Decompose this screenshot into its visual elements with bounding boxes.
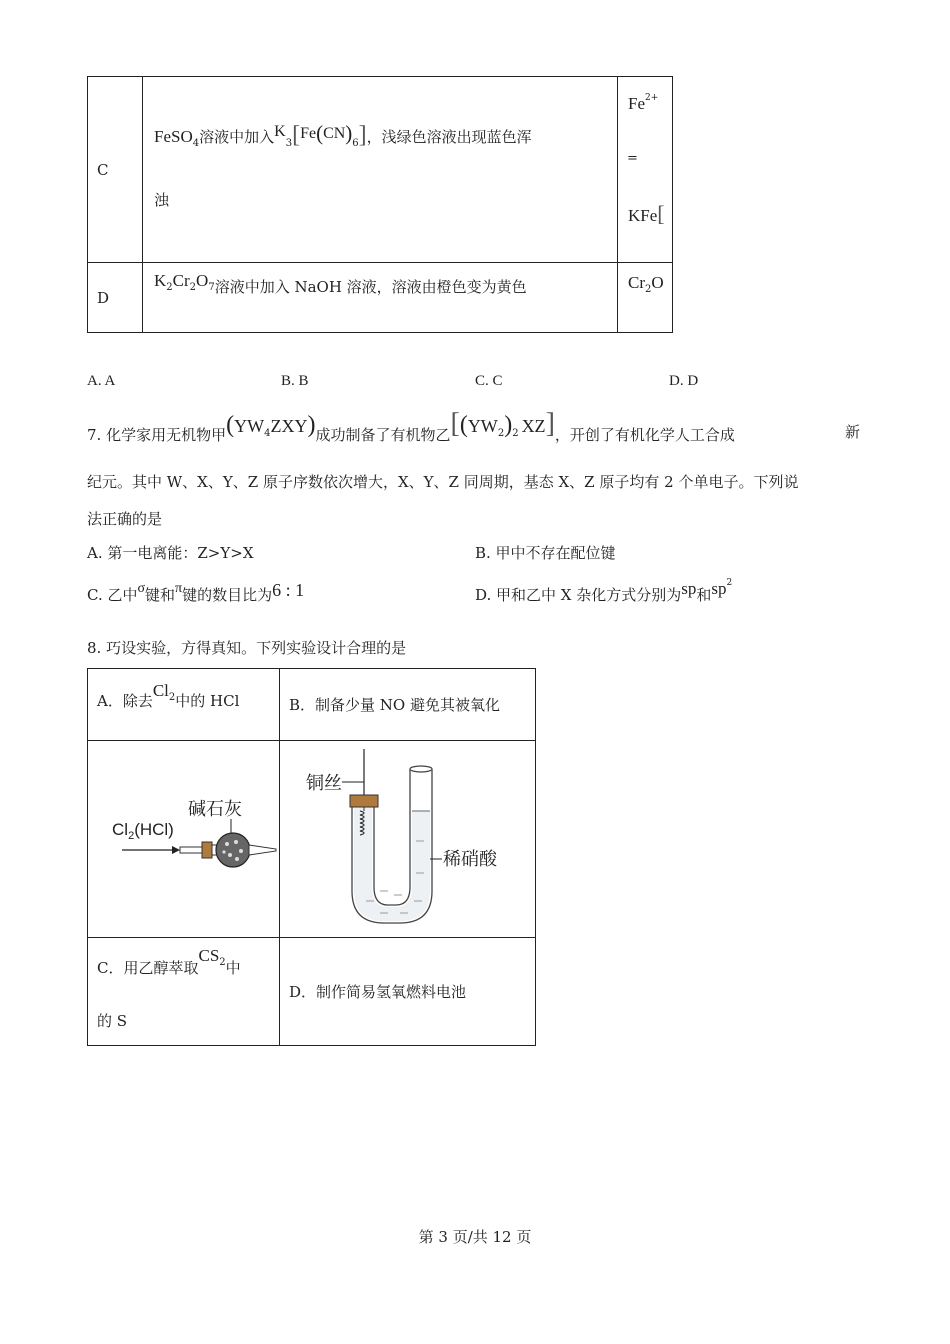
reaction-table xyxy=(87,76,673,333)
q8-stem: 8. 巧设实验，方得真知。下列实验设计合理的是 xyxy=(87,639,407,657)
q7-stem-line1: 7. 化学家用无机物甲$(YW_4ZXY)$成功制备了有机物乙[$(YW_2)_2$ XZ]，开创了有机化学人工合成 xyxy=(87,408,735,444)
row-c-equation: $Fe^{2+}$ = KFe[ xyxy=(618,77,673,263)
q7-stem-line2: 纪元。其中 W、X、Y、Z 原子序数依次增大，X、Y、Z 同周期，基态 X、Z 原子均有 2 个单电子。下列说 xyxy=(87,473,799,491)
cell-c-caption: C．用乙醇萃取$CS_2$中 的 S xyxy=(88,938,280,1046)
u-tube-stopper xyxy=(350,795,378,807)
page-footer: 第 3 页/共 12 页 xyxy=(418,1228,532,1246)
q6-option-c: C. C xyxy=(475,373,503,389)
cell-d-caption: D．制作简易氢氧燃料电池 xyxy=(280,938,536,1046)
q7-option-a: A. 第一电离能：Z>Y>X xyxy=(87,544,254,562)
q6-option-b: B. B xyxy=(281,373,309,389)
row-c-label: C xyxy=(88,77,143,263)
u-tube-diagram xyxy=(280,741,526,938)
q7-stem-line3: 法正确的是 xyxy=(87,510,163,528)
row-c-line2: 浊 xyxy=(154,191,170,209)
figure-a xyxy=(88,741,280,938)
row-d-description: $K_2Cr_2O_7$溶液中加入 NaOH 溶液，溶液由橙色变为黄色 xyxy=(143,263,618,333)
q6-option-d: D. D xyxy=(669,373,699,389)
figure-b xyxy=(280,741,536,938)
gas-label: $Cl_2(HCl)$ xyxy=(112,820,174,842)
drying-tube-diagram xyxy=(88,741,279,938)
q7-option-d: D. 甲和乙中 X 杂化方式分别为sp和$sp^2$ xyxy=(475,578,733,604)
cell-a-caption: A．除去$Cl_2$中的 HCl xyxy=(88,669,280,741)
row-c-description xyxy=(143,77,618,263)
rubber-stopper xyxy=(202,842,212,858)
dilute-nitric-acid xyxy=(354,807,430,921)
copper-wire-label: 铜丝 xyxy=(306,773,342,794)
row-d-equation: $Cr_2O$ xyxy=(618,263,673,333)
q7-option-c: C. 乙中σ键和π键的数目比为6 : 1 xyxy=(87,580,305,604)
nitric-acid-label: 稀硝酸 xyxy=(443,849,497,870)
u-tube-inner xyxy=(374,769,410,905)
glass-tube-inlet xyxy=(180,847,202,853)
soda-lime-label: 碱石灰 xyxy=(188,799,242,820)
drying-bulb xyxy=(216,833,250,867)
row-d-label: D xyxy=(88,263,143,333)
q7-option-b: B. 甲中不存在配位键 xyxy=(475,544,616,562)
cell-b-caption: B．制备少量 NO 避免其被氧化 xyxy=(280,669,536,741)
q7-stem-tail: 新 xyxy=(845,423,861,441)
experiment-table xyxy=(87,668,536,1046)
q6-option-a: A. A xyxy=(87,373,116,389)
drying-tube-outlet xyxy=(249,845,276,855)
row-c-line1: FeSO$_4$溶液中加入$K_3[Fe(CN)_6]$，浅绿色溶液出现蓝色浑 xyxy=(154,121,532,149)
